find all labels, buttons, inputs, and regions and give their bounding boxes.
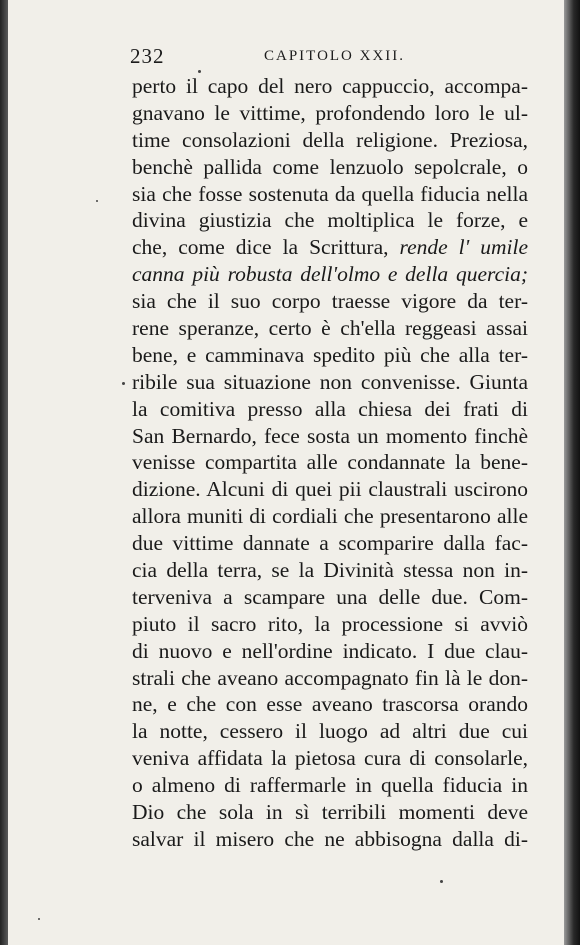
text-line — [132, 745, 528, 772]
text-run: cia della terra, se la Divinità stessa non in- — [132, 558, 528, 583]
text-run: la notte, cessero il luogo ad altri due cui — [132, 719, 528, 744]
book-spine-shadow — [564, 0, 580, 945]
text-line — [132, 207, 528, 234]
text-run: strali che aveano accompagnato fin là le don- — [132, 665, 528, 690]
text-run: o almeno di raffermarle in quella fiducia in — [132, 773, 528, 798]
paper-speck — [198, 70, 201, 73]
text-run: sia che il suo corpo traesse vigore da ter- — [132, 289, 528, 314]
text-run: piuto il sacro rito, la processione si avviò — [132, 611, 528, 636]
text-run: venisse compartita alle condannate la bene- — [132, 450, 528, 475]
text-run: rene speranze, certo è ch'ella reggeasi assai — [132, 316, 528, 341]
text-line — [132, 100, 528, 127]
text-run: San Bernardo, fece sosta un momento finchè — [132, 423, 528, 448]
text-line — [132, 557, 528, 584]
text-run: di nuovo e nell'ordine indicato. I due clau- — [132, 638, 528, 663]
paper-speck — [38, 918, 40, 920]
text-line — [132, 611, 528, 638]
text-run: dizione. Alcuni di quei pii claustrali uscirono — [132, 477, 528, 502]
text-line — [132, 423, 528, 450]
text-line — [132, 127, 528, 154]
text-line — [132, 691, 528, 718]
paper-speck — [122, 382, 125, 385]
text-line — [132, 772, 528, 799]
body-text — [132, 73, 528, 853]
text-line — [132, 234, 528, 261]
text-line — [132, 369, 528, 396]
text-line — [132, 638, 528, 665]
text-run: allora muniti di cordiali che presentarono alle — [132, 504, 528, 529]
running-head: CAPITOLO XXII. — [264, 48, 406, 64]
text-line — [132, 503, 528, 530]
page-header — [130, 44, 530, 70]
text-run: veniva affidata la pietosa cura di consolarle, — [132, 746, 528, 771]
text-line — [132, 584, 528, 611]
text-line — [132, 315, 528, 342]
paper-speck — [96, 200, 98, 202]
text-run: che, come dice la Scrittura, — [132, 235, 400, 260]
text-line — [132, 476, 528, 503]
text-run: salvar il misero che ne abbisogna dalla di- — [132, 826, 528, 851]
italic-quote: rende l' umile — [399, 235, 528, 260]
text-run: benchè pallida come lenzuolo sepolcrale, o — [132, 154, 528, 179]
text-line — [132, 799, 528, 826]
text-run: terveniva a scampare una delle due. Com- — [132, 584, 528, 609]
text-line — [132, 449, 528, 476]
text-run: gnavano le vittime, profondendo loro le ul- — [132, 100, 528, 125]
paper-speck — [440, 880, 443, 883]
text-line — [132, 288, 528, 315]
text-line — [132, 396, 528, 423]
book-page — [8, 0, 564, 945]
page-left-edge — [0, 0, 8, 945]
text-line — [132, 826, 528, 853]
text-line — [132, 718, 528, 745]
page-number: 232 — [130, 44, 165, 68]
text-run: divina giustizia che moltiplica le forze, e — [132, 208, 528, 233]
text-run: ne, e che con esse aveano trascorsa orando — [132, 692, 528, 717]
text-run: la comitiva presso alla chiesa dei frati di — [132, 396, 528, 421]
text-line — [132, 181, 528, 208]
text-run: perto il capo del nero cappuccio, accompa- — [132, 74, 528, 98]
text-run: sia che fosse sostenuta da quella fiducia nella — [132, 181, 528, 206]
text-run: bene, e camminava spedito più che alla ter- — [132, 342, 528, 367]
text-line — [132, 530, 528, 557]
text-line — [132, 261, 528, 288]
text-line — [132, 665, 528, 692]
italic-quote: canna più robusta dell'olmo e della quercia; — [132, 262, 528, 287]
text-run: ribile sua situazione non convenisse. Giunta — [132, 369, 528, 394]
text-run: due vittime dannate a scomparire dalla fac- — [132, 531, 528, 556]
text-line — [132, 154, 528, 181]
text-run: Dio che sola in sì terribili momenti deve — [132, 800, 528, 825]
text-line — [132, 73, 528, 100]
text-line — [132, 342, 528, 369]
text-run: time consolazioni della religione. Preziosa, — [132, 127, 528, 152]
